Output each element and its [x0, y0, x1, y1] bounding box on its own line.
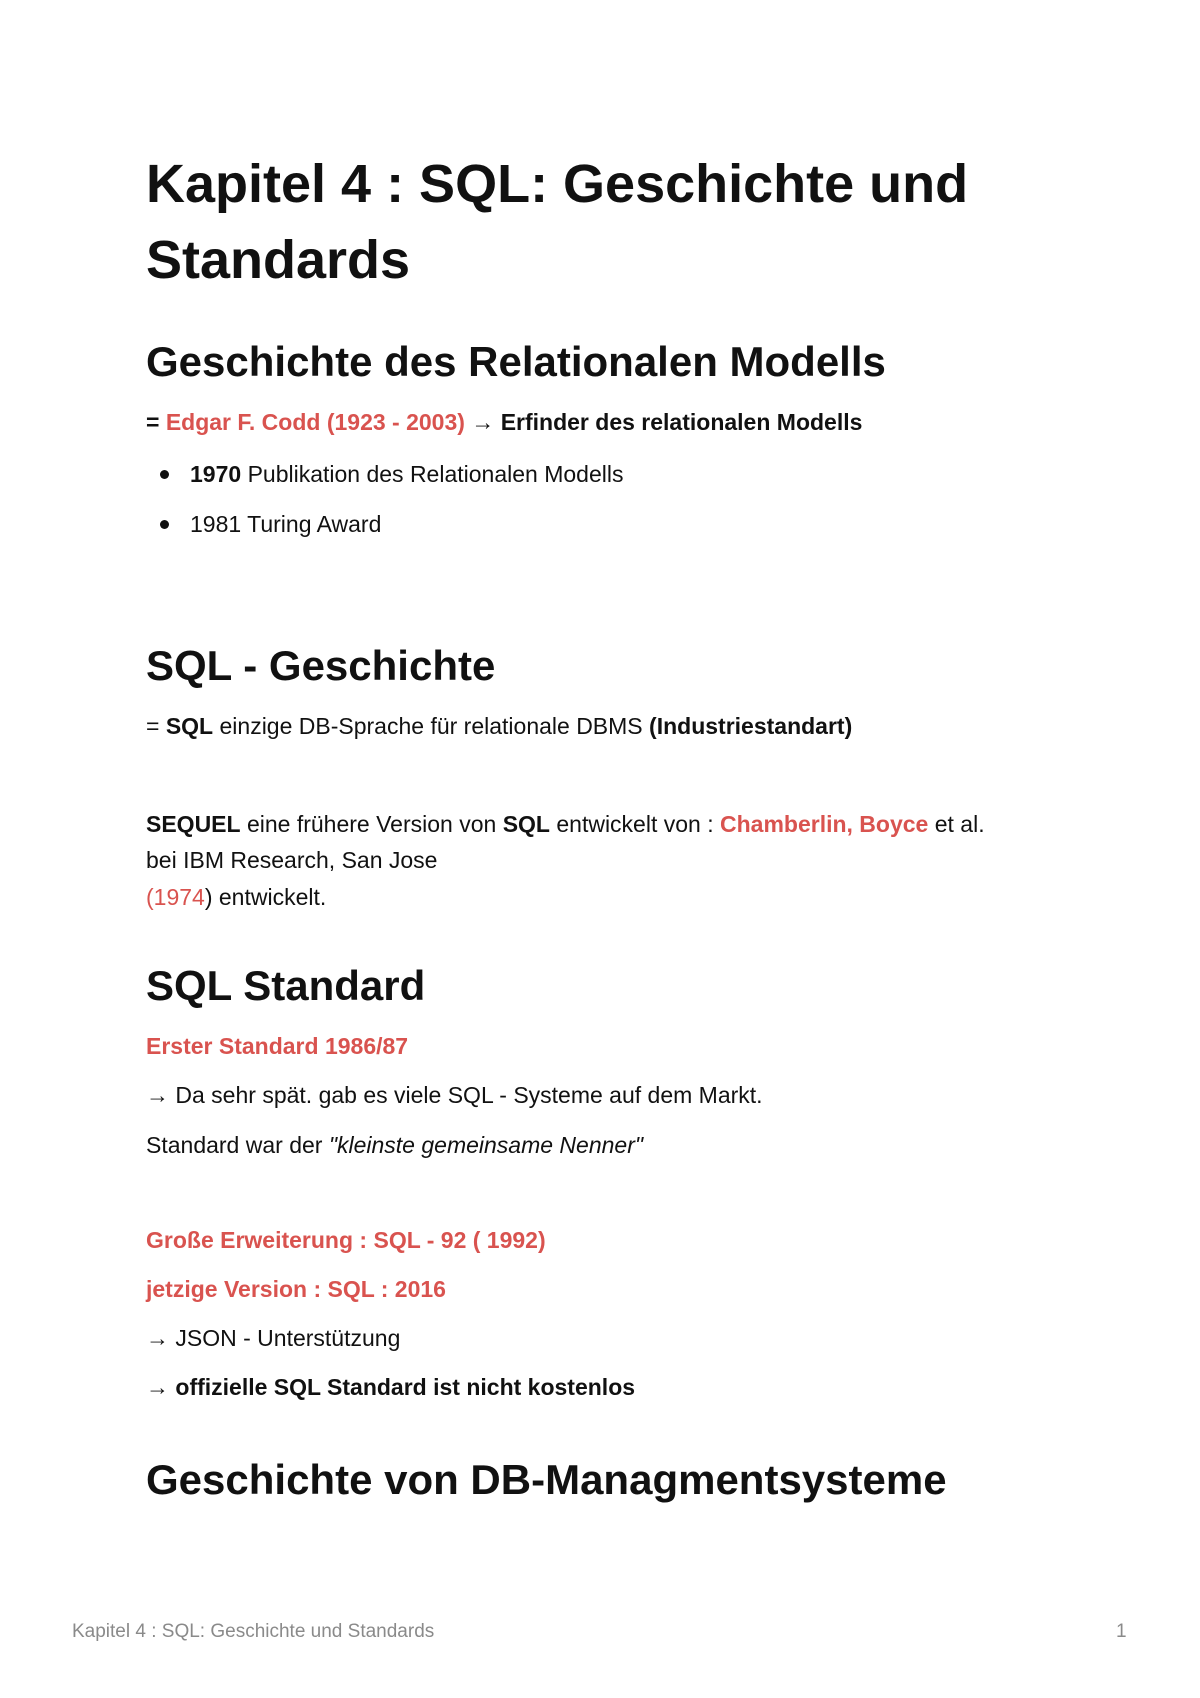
sql-term: SQL	[502, 811, 550, 837]
market-note-text: Da sehr spät. gab es viele SQL - Systeme auf dem Markt.	[175, 1082, 763, 1108]
arrow-icon: →	[471, 409, 495, 435]
list-item	[190, 456, 623, 492]
footer-title: Kapitel 4 : SQL: Geschichte und Standards	[72, 1621, 435, 1642]
page-title: Kapitel 4 : SQL: Geschichte und Standards	[146, 154, 969, 290]
cost-note	[146, 1369, 635, 1405]
cost-note-text: offizielle SQL Standard ist nicht kostenlos	[175, 1374, 636, 1400]
arrow-icon: →	[146, 1082, 169, 1108]
sql-term: SQL	[165, 713, 214, 739]
sequel-text: et al.	[934, 811, 985, 837]
arrow-icon: →	[146, 1325, 169, 1351]
market-note	[146, 1077, 763, 1113]
page-number: 1	[1116, 1621, 1127, 1642]
list-item-text: Publikation des Relationalen Modells	[247, 461, 624, 487]
bullet-icon	[160, 470, 169, 479]
ibm-line: bei IBM Research, San Jose	[146, 847, 438, 873]
sql-definition-line	[146, 708, 852, 744]
standard-note	[146, 1127, 643, 1163]
industry-standard: Industriestandart)	[656, 713, 853, 739]
equals-sign: =	[146, 713, 160, 739]
json-note	[146, 1320, 400, 1356]
codd-role: Erfinder des relationalen Modells	[500, 409, 863, 435]
codd-name: Edgar F. Codd (1923 - 2003)	[165, 409, 465, 435]
bullet-icon	[160, 520, 169, 529]
sequel-authors: Chamberlin, Boyce	[720, 811, 929, 837]
arrow-icon: →	[146, 1374, 169, 1400]
sequel-text: entwickelt von :	[556, 811, 714, 837]
year-rest: ) entwickelt.	[204, 884, 327, 910]
year-line	[146, 879, 326, 915]
heading-sql-standard: SQL Standard	[146, 962, 426, 1009]
list-item	[190, 506, 381, 542]
heading-dbms-history: Geschichte von DB-Managmentsysteme	[146, 1456, 947, 1503]
codd-line	[146, 404, 862, 440]
paren: (	[146, 884, 154, 910]
sequel-term: SEQUEL	[146, 811, 241, 837]
json-note-text: JSON - Unterstützung	[175, 1325, 401, 1351]
sequel-year: 1974	[153, 884, 205, 910]
first-standard: Erster Standard 1986/87	[146, 1033, 409, 1059]
heading-sql-history: SQL - Geschichte	[146, 642, 496, 689]
sequel-line	[146, 806, 985, 842]
sequel-text: eine frühere Version von	[246, 811, 497, 837]
standard-quote: "kleinste gemeinsame Nenner"	[328, 1132, 644, 1158]
paren: (	[649, 713, 657, 739]
major-extension: Große Erweiterung : SQL - 92 ( 1992)	[146, 1227, 546, 1253]
list-item-year: 1970	[190, 461, 242, 487]
standard-note-text: Standard war der	[146, 1132, 329, 1158]
list-item-text: 1981 Turing Award	[190, 511, 382, 537]
sql-definition: einzige DB-Sprache für relationale DBMS	[219, 713, 643, 739]
heading-relational-model: Geschichte des Relationalen Modells	[146, 338, 886, 385]
current-version: jetzige Version : SQL : 2016	[146, 1276, 446, 1302]
equals-sign: =	[146, 409, 160, 435]
